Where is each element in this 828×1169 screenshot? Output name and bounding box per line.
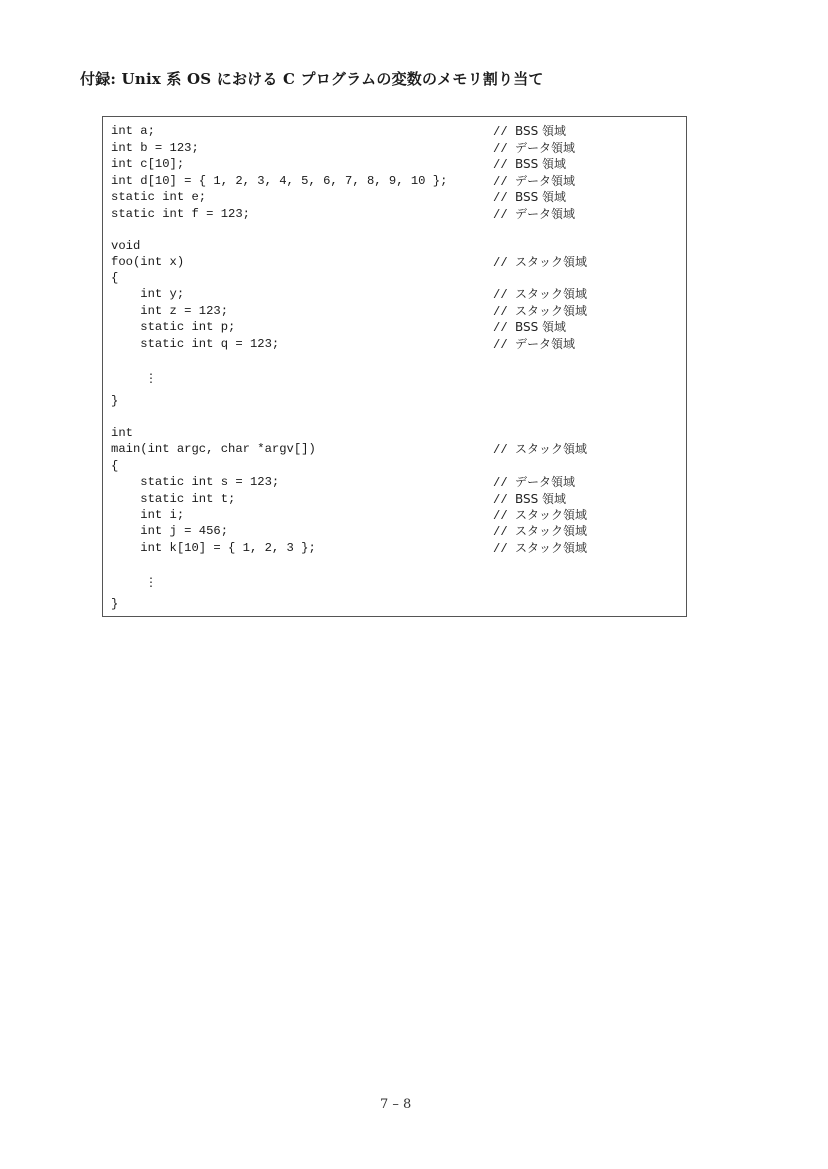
code-line: foo(int x) (111, 255, 185, 269)
code-comment: // データ領域 (493, 207, 575, 222)
code-comment: // スタック領域 (493, 304, 587, 319)
code-line: { (111, 271, 119, 285)
code-comment: // スタック領域 (493, 541, 587, 556)
code-line: int j = 456; (111, 524, 229, 538)
code-line: } (111, 394, 119, 408)
code-line: static int f = 123; (111, 207, 250, 221)
code-line: int c[10]; (111, 157, 185, 171)
code-comment: // BSS 領域 (493, 320, 567, 335)
code-line: int (111, 426, 133, 440)
code-line: int y; (111, 287, 185, 301)
code-line: static int s = 123; (111, 475, 280, 489)
ellipsis-vertical: ⋮ (145, 575, 157, 589)
code-line: int i; (111, 508, 185, 522)
code-comment: // スタック領域 (493, 287, 587, 302)
code-line: int b = 123; (111, 141, 199, 155)
code-line: static int e; (111, 190, 207, 204)
code-comment: // データ領域 (493, 475, 575, 490)
code-line: } (111, 597, 119, 611)
code-line: int z = 123; (111, 304, 229, 318)
ellipsis-vertical: ⋮ (145, 371, 157, 385)
code-line: static int p; (111, 320, 236, 334)
code-comment: // スタック領域 (493, 255, 587, 270)
code-line: { (111, 459, 119, 473)
code-comment: // BSS 領域 (493, 157, 567, 172)
code-line: void (111, 239, 141, 253)
code-line: int d[10] = { 1, 2, 3, 4, 5, 6, 7, 8, 9, 10 }; (111, 174, 448, 188)
page-title: 付録: Unix 系 OS における C プログラムの変数のメモリ割り当て (80, 70, 544, 88)
code-line: int a; (111, 124, 155, 138)
code-comment: // データ領域 (493, 174, 575, 189)
code-listing (102, 116, 687, 617)
code-comment: // BSS 領域 (493, 124, 567, 139)
code-comment: // データ領域 (493, 337, 575, 352)
code-line: main(int argc, char *argv[]) (111, 442, 316, 456)
code-comment: // BSS 領域 (493, 492, 567, 507)
code-line: static int t; (111, 492, 236, 506)
code-comment: // スタック領域 (493, 508, 587, 523)
code-comment: // スタック領域 (493, 442, 587, 457)
code-comment: // BSS 領域 (493, 190, 567, 205)
code-line: static int q = 123; (111, 337, 280, 351)
code-comment: // データ領域 (493, 141, 575, 156)
code-line: int k[10] = { 1, 2, 3 }; (111, 541, 316, 555)
page-number: 7 – 8 (380, 1097, 412, 1112)
code-comment: // スタック領域 (493, 524, 587, 539)
